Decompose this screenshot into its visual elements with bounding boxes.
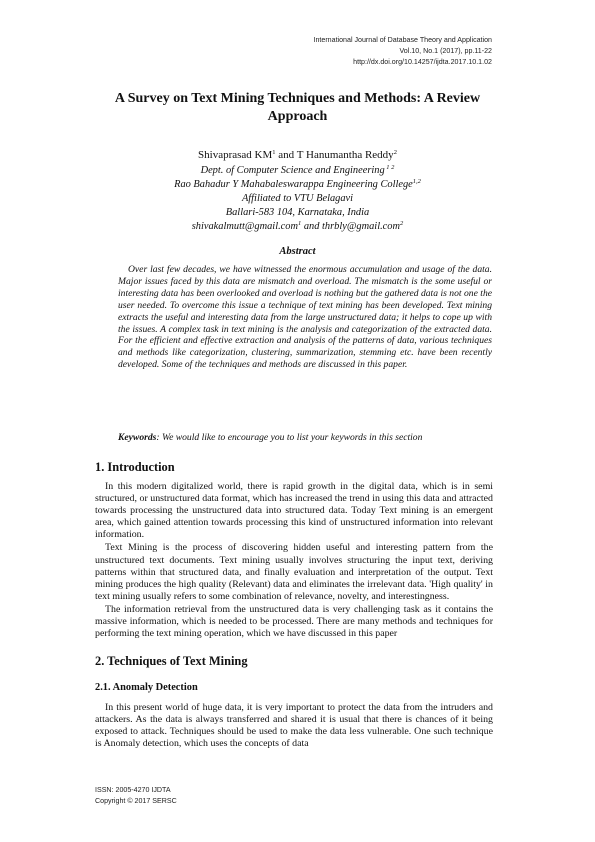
keywords-text: : We would like to encourage you to list your keywords in this section — [156, 432, 423, 443]
anomaly-detection-paragraph: In this present world of huge data, it is very important to protect the data from the intruders and attackers. As the data is always transferred and shared it is usual that there is chances of it being exposed to attack. Techniques should be used to make the data less vulnerable. One such technique is Anomaly detection, which uses the concepts of data — [95, 702, 493, 750]
introduction-paragraph-2: Text Mining is the process of discovering hidden useful and interesting pattern from the unstructured text documents. Text mining usually involves structuring the input text, deriving patterns within that structured data, and finally evaluation and interpretation of the output. Text mining produces the high quality (Relevant) data and eliminates the irrelevant data. 'High quality' in text mining usually refers to some combination of relevance, novelty, and interestingness. — [95, 542, 493, 602]
introduction-heading: 1. Introduction — [95, 460, 175, 474]
affil-dept: Dept. of Computer Science and Engineering — [200, 165, 385, 176]
author-and: and — [275, 149, 297, 161]
footer-copyright: Copyright © 2017 SERSC — [95, 797, 177, 805]
email-1[interactable]: shivakalmutt@gmail.com — [191, 221, 298, 232]
keywords-label: Keywords — [118, 432, 157, 443]
techniques-heading: 2. Techniques of Text Mining — [95, 654, 248, 668]
affiliation-block — [95, 164, 500, 234]
paper-title — [95, 90, 500, 126]
title-line-1: A Survey on Text Mining Techniques and Methods: A Review — [114, 91, 481, 106]
email-1-sup: 1 — [298, 220, 302, 227]
affil-college: Rao Bahadur Y Mahabaleswarappa Engineering College — [174, 179, 413, 190]
affil-vtu: Affiliated to VTU Belagavi — [241, 193, 354, 204]
affil-dept-sup: 1 2 — [384, 164, 395, 171]
techniques-section — [95, 654, 493, 750]
introduction-paragraph-1: In this modern digitalized world, there is rapid growth in the digital data, which is in semi structured, or unstructured data format, which has increased the trend in using this data and attracted towards processing the unstructured data into structured data. Today Text mining is an emergent area, which gained attention towards processing this kind of unstructured information into relevant information. — [95, 481, 493, 541]
author-1-sup: 1 — [272, 149, 276, 156]
introduction-section — [95, 460, 493, 640]
affil-college-sup: 1,2 — [412, 178, 421, 185]
author-2: T Hanumantha Reddy — [296, 149, 394, 161]
abstract-heading: Abstract — [279, 246, 316, 257]
journal-name: International Journal of Database Theory and Application — [313, 36, 492, 44]
email-2[interactable]: thrbly@gmail.com — [322, 221, 400, 232]
email-and: and — [301, 221, 323, 232]
author-line — [95, 148, 500, 162]
abstract-text: Over last few decades, we have witnessed the enormous accumulation and usage of the data. Major issues faced by this data are mismatch and overload. The mismatch is the some useful or interesting data has been overlooked and overload is nothing but the gathered data is not one the user needed. To overcome this issue a technique of text mining has been developed. Text mining extracts the useful and interesting data from the large unstructured data; it helps to cope up with the issues. A complex task in text mining is the analysis and categorization of the extracted data. For the efficient and effective extraction and analysis of the patterns of data, various techniques and methods like categorization, clustering, summarization, stemming etc. have been recently developed. Some of the techniques and methods are discussed in this paper. — [118, 264, 492, 371]
keywords-line — [118, 432, 492, 444]
author-1: Shivaprasad KM — [198, 149, 273, 161]
journal-header — [313, 35, 492, 68]
journal-doi[interactable]: http://dx.doi.org/10.14257/ijdta.2017.10.1.02 — [353, 58, 492, 66]
title-line-2: Approach — [267, 109, 328, 124]
anomaly-detection-heading: 2.1. Anomaly Detection — [95, 682, 198, 693]
email-2-sup: 2 — [400, 220, 404, 227]
author-2-sup: 2 — [393, 149, 397, 156]
footer-issn: ISSN: 2005-4270 IJDTA — [95, 786, 171, 794]
journal-volume: Vol.10, No.1 (2017), pp.11-22 — [399, 47, 492, 55]
page-footer — [95, 785, 177, 807]
introduction-paragraph-3: The information retrieval from the unstructured data is very challenging task as it contains the massive information, which is needed to be processed. There are many methods and techniques for performing the text mining operation, which we have discussed in this paper — [95, 603, 493, 640]
affil-city: Ballari-583 104, Karnataka, India — [225, 207, 370, 218]
